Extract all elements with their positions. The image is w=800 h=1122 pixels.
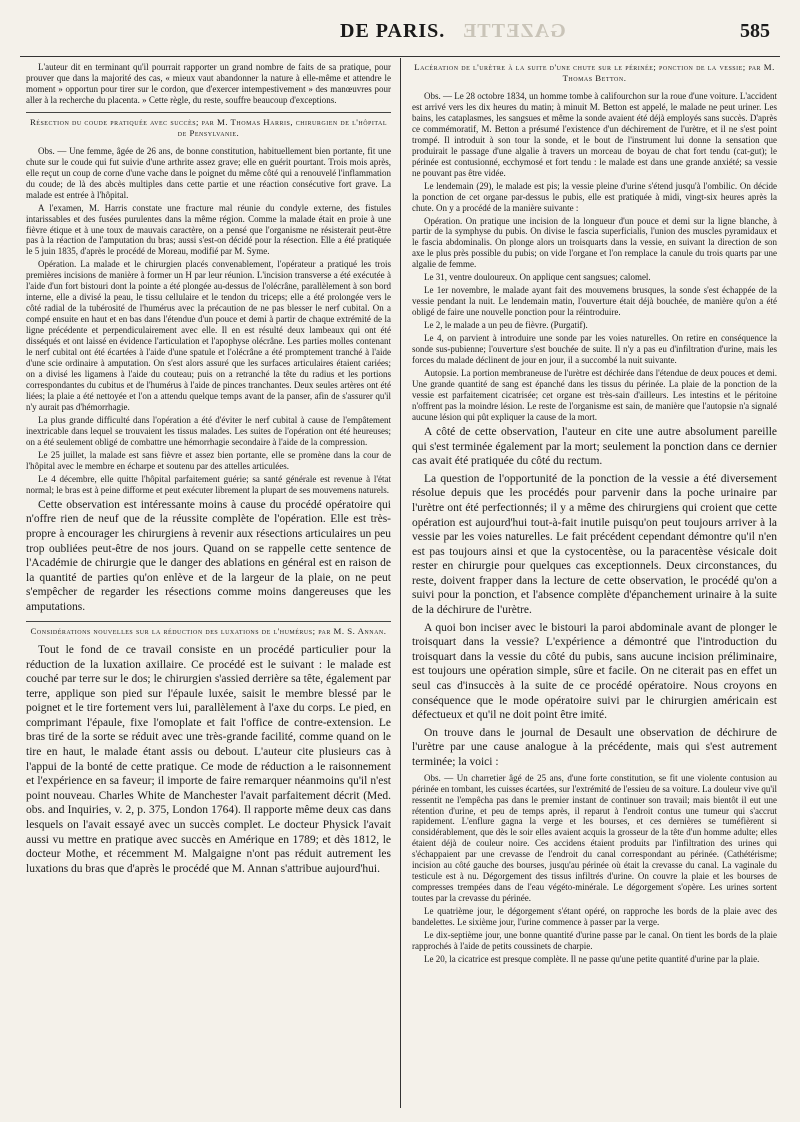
running-head: DE PARIS. — [340, 20, 446, 42]
column-divider — [400, 58, 401, 1108]
exam-paragraph: A l'examen, M. Harris constate une fracture mal réunie du condyle externe, des fistules intarissables et des fusées purulentes dans la même région. Comme la malade était en proie à une fièvre étique et à une toux de mauvais caractère, on a pensé que l'organisme ne résisterait peut-être pas à la réaction de l'amputation du bras; aussi s'est-on décidé pour la résection. Elle a été pratiquée le 5 juin 1835, d'après le procédé de Moreau, modifié par M. Syme. — [26, 202, 391, 257]
day4-paragraph: Le quatrième jour, le dégorgement s'étant opéré, on rapproche les bords de la plaie avec des bandelettes. Le sixième jour, l'urine commence à passer par la verge. — [412, 906, 777, 928]
nov4-paragraph: Le 4, on parvient à introduire une sonde par les voies naturelles. On retire en conséquence la sonde sus-pubienne; l'ouverture s'est bouchée de suite. Il n'y a pas eu d'infiltration d'urine, mais les forces du malade déclinent de jour en jour, il a succombé la nuit suivante. — [412, 333, 777, 366]
right-column — [412, 62, 777, 967]
page-number: 585 — [740, 20, 770, 42]
incise-paragraph: A quoi bon inciser avec le bistouri la paroi abdominale avant de plonger le troisquart dans la vessie? L'expérience a démontré que l'introduction du troisquart dans la vessie du côté du pubis, sans aucune incision préliminaire, est toujours une opération simple, sûre et facile. On ne citerait pas en effet un seul cas d'insuccès à la suite de ce procédé opératoire. Nous croyons en conséquence que le mode opératoire suivi par le chirurgien américain est défectueux et qu'il ne doit point être imité. — [412, 621, 777, 722]
comment-paragraph: A côté de cette observation, l'auteur en cite une autre absolument pareille qui s'est terminée également par la mort; seulement la ponction dans ce dernier cas avait été pratiquée du côté du rectum. — [412, 425, 777, 468]
nov1-paragraph: Le 1er novembre, le malade ayant fait des mouvemens brusques, la sonde s'est échappée de la vessie pendant la nuit. Le lendemain matin, l'ouverture était déjà bouchée, de manière qu'on a été obligé de faire une nouvelle ponction pour la réintroduire. — [412, 285, 777, 318]
observation-paragraph: Obs. — Un charretier âgé de 25 ans, d'une forte constitution, se fit une violente contusion au périnée en tombant, les cuisses écartées, sur l'extrémité de l'essieu de sa voiture. La douleur vive qu'il ressentit ne l'empêcha pas dans le premier instant de continuer son travail; mais bientôt il eut une rétention d'urine, et peu de temps après, il reparut à l'endroit contus une tumeur qui s'accrut rapidement. L'enflure gagna la verge et les bourses, et ces dernières se tuméfièrent si considérablement, que dès le soir elles avaient acquis la grosseur de la tête d'un homme adulte; elles étaient déjà de couleur noire. Ces accidens étaient produits par l'infiltration des urines qui s'échappaient par une crevasse de l'endroit du canal correspondant au périnée. (Cathétérisme; incision au côté gauche des bourses, jusqu'au périnée où était la crevasse du canal. La vaginale du testicule est à nu. Dégorgement des tissus infiltrés d'urine. On couvre la plaie et les bourses de compresses trempées dans de l'eau végéto-minérale. Le dégorgement s'opère. Les urines sortent toutes par la crevasse du périnée. — [412, 772, 777, 904]
section-title-urethra: Lacération de l'urètre à la suite d'une chute sur le périnée; ponction de la vessie; par M. Thomas Betton. — [414, 62, 775, 84]
day17-paragraph: Le dix-septième jour, une bonne quantité d'urine passe par le canal. On tient les bords de la plaie rapprochés à l'aide de petits coussinets de charpie. — [412, 930, 777, 952]
left-column — [26, 62, 391, 879]
section-title-luxation: Considérations nouvelles sur la réduction des luxations de l'humérus; par M. S. Annan. — [26, 621, 391, 637]
annan-paragraph: Tout le fond de ce travail consiste en un procédé particulier pour la réduction de la luxation axillaire. Ce procédé est le suivant : le malade est couché par terre sur le dos; le chirurgien s'assied derrière sa tête, également par terre, applique son pied sur l'épaule luxée, saisit le membre blessé par le poignet et le tire fortement vers lui, parallèlement à l'axe du corps. Le pied, en comprimant l'épaule, fixe l'omoplate et fait l'office de contre-extension. Le bras tiré de la sorte se réduit avec une très-grande facilité, comme quand on le tire en haut, le malade étant assis ou debout. L'auteur cite plusieurs cas à l'appui de la bonté de cette pratique. Ce mode de réduction a le raisonnement et l'expérience en sa faveur; il importe de faire remarquer néanmoins qu'il n'est point nouveau. Charles White de Manchester l'avait parfaitement décrit (Med. obs. and Inquiries, v. 2, p. 375, London 1764). Il rapporte même deux cas dans lesquels on l'avait essayé avec un succès complet. Le docteur Physick l'avait aussi vu mettre en pratique avec succès en Amérique en 1789; et dès 1812, le docteur Mothe, et récemment M. Malgaigne n'ont pas réduit autrement les luxations du bras que d'après le procédé que M. Annan s'attribue aujourd'hui. — [26, 643, 391, 875]
desault-paragraph: On trouve dans le journal de Desault une observation de déchirure de l'urètre par une cause analogue à la précédente, mais qui s'est autrement terminée; la voici : — [412, 726, 777, 768]
header-rule — [20, 56, 780, 57]
question-paragraph: La question de l'opportunité de la ponction de la vessie a été diversement résolue depuis que les procédés pour parvenir dans la poche urinaire par l'urètre ont été perfectionnés; il y a même des chirurgiens qui croient que cette opération est aujourd'hui tout-à-fait inutile puisqu'on peut toujours arriver à la vessie par les voies naturelles. Le fait précédent cependant démontre qu'il n'en est pas toujours ainsi et que la cystocentèse, ou la paracentèse vésicale doit rester en chirurgie pour quelques cas exceptionnels. Deux circonstances, du reste, doivent frapper dans la lecture de cette observation, le procédé qu'on a suivi pour la ponction, et l'absence complète d'épanchement urinaire à la suite de la déchirure de l'urètre. — [412, 472, 777, 617]
day31-paragraph: Le 31, ventre douloureux. On applique cent sangsues; calomel. — [424, 272, 651, 283]
july-paragraph: Le 25 juillet, la malade est sans fièvre et assez bien portante, elle se promène dans la cour de l'hôpital avec le membre en écharpe et soutenu par des attelles articulées. — [26, 449, 391, 471]
intro-paragraph: L'auteur dit en terminant qu'il pourrait rapporter un grand nombre de faits de sa pratique, pour prouver que dans la majorité des cas, « mieux vaut abandonner la nature à elle-même et attendre le moment » opportun pour tirer sur le cordon, que d'exercer intempestivement » des manœuvres pour aller à la recherche du placenta. » Cette règle, du reste, souffre beaucoup d'exceptions. — [26, 62, 391, 105]
operation-paragraph: Opération. On pratique une incision de la longueur d'un pouce et demi sur la ligne blanche, à partir de la symphyse du pubis. On divise le fascia superficialis, l'union des muscles pyramidaux et le fascia abdominalis. On plonge alors un troisquarts dans la vessie, en suivant la direction de son axe le plus près possible du pubis; on vide l'organe et l'on remplace la canule du trois quarts par une algalie de femme. — [412, 215, 777, 270]
page-header — [0, 6, 800, 50]
section-title-elbow-resection: Résection du coude pratiquée avec succès; par M. Thomas Harris, chirurgien de l'hôpital de Pensylvanie. — [26, 112, 391, 140]
december-paragraph: Le 4 décembre, elle quitte l'hôpital parfaitement guérie; sa santé générale est revenue à l'état normal; le bras est à peine difforme et peut exécuter librement la plupart de ses mouvemens naturels. — [26, 473, 391, 495]
operation-paragraph: Opération. La malade et le chirurgien placés convenablement, l'opérateur a pratiqué les trois premières incisions de manière à former un H par leur réunion. L'incision transverse a été exécutée à l'aide d'un fort bistouri dont la pointe a été plongée au-dessus de l'olécrâne, parallèlement à son bord interne, elle a divisé la peau, le tissu cellulaire et le tendon du triceps; elle a été prolongée vers le côté radial de la tubérosité de l'humérus avec la précaution de ne pas blesser le nerf cubital. On a compé ensuite en haut et en bas dans l'étendue d'un pouce et demi à partir de chaque extrémité de la ligne précédente et perpendiculairement avec elle. Il en est résulté deux lambeaux qui ont été disséqués et ont laissé en évidence l'articulation et l'apophyse olécrâne. Les parties molles contenant le nerf cubital ont été écartées à l'aide d'une spatule et l'olécrâne a été promptement tranché à l'aide d'une scie ordinaire à amputation. On s'est alors assuré que les surfaces articulaires étaient cariées; on a divisé les ligamens à l'aide du couteau; puis on a retranché la tête du radius et les portions correspondantes du cubitus et de l'humérus à l'aide de pinces tranchantes. Deux seules artères ont été liées; la plaie a été nettoyée et l'on a attendu quelque temps avant de la panser, afin de s'assurer qu'il n'y aurait pas d'hémorrhagie. — [26, 259, 391, 412]
next-day-paragraph: Le lendemain (29), le malade est pis; la vessie pleine d'urine s'étend jusqu'à l'ombilic. On décide la ponction de cet organe par-dessus le pubis, elle est pratiquée à midi, vingt-six heures après la chute. On y a procédé de la manière suivante : — [412, 180, 777, 213]
autopsy-paragraph: Autopsie. La portion membraneuse de l'urètre est déchirée dans l'étendue de deux pouces et demi. Une grande quantité de sang est épanché dans les tissus du périnée. La plaie de la ponction de la vessie est parfaitement cicatrisée; cet organe est très-sain d'ailleurs. Les intestins et le péritoine n'offrent pas la moindre lésion. Le reste de l'organisme est sain, de manière que l'autopsie n'a signalé aucune lésion qui pût expliquer la cause de la mort. — [412, 368, 777, 422]
nov2-paragraph: Le 2, le malade a un peu de fièvre. (Purgatif). — [424, 320, 588, 331]
comment-paragraph: Cette observation est intéressante moins à cause du procédé opératoire qui n'offre rien de neuf que de la réussite complète de l'opération. Elle est très-propre à encourager les chirurgiens à revenir aux résections articulaires un peu trop oubliées peut-être de nos jours. Quand on se rappelle cette sentence de l'Académie de chirurgie que le danger des ablations en général est en raison de la quantité de parties qu'on enlève et de la largeur de la plaie, on ne peut s'empêcher de regarder les résections comme moins dangereuses que les amputations. — [26, 498, 391, 613]
difficulty-paragraph: La plus grande difficulté dans l'opération a été d'éviter le nerf cubital à cause de l'empâtement inextricable dans lequel se trouvaient les tissus malades. Les suites de l'opération ont été heureuses; on a été seulement obligé de combattre une hémorrhagie secondaire à l'aide de la compression. — [26, 414, 391, 447]
observation-paragraph: Obs. — Une femme, âgée de 26 ans, de bonne constitution, habituellement bien portante, fit une chute sur le coude qui fut suivie d'une arthrite assez grave; elle en guérit pourtant. Trois mois après, elle reçut un coup de corne d'une vache dans le poignet du même côté qui a renouvelé l'inflammation du coude; de là des abcès multiples dans cette partie et une réaction consécutive fort grave. La malade est entrée à l'hôpital. — [26, 145, 391, 200]
bleed-through-text: GAZETTE — [462, 20, 566, 42]
observation-paragraph: Obs. — Le 28 octobre 1834, un homme tombe à califourchon sur la roue d'une voiture. L'accident est arrivé vers les dix heures du matin; à minuit M. Betton est appelé, le malade ne peut uriner. Les bains, les cataplasmes, les sangsues et même la sonde avaient été déjà employés sans succès. D'après ce commémoratif, M. Betton a présumé l'existence d'un déchirement de l'urètre, et il ne s'est point trompé. Il introduit à son tour la sonde, et le bout de l'instrument lui donne la sensation que produirait le passage d'une algalie à travers un morceau de boyau de chat fort tendu (cat-gut); le périnée est contusionné, ecchymosé et fort tendu : le malade est dans une grande anxiété; sa vessie ne pouvant pas être vidée. — [412, 90, 777, 178]
day20-paragraph: Le 20, la cicatrice est presque complète. Il ne passe qu'une petite quantité d'urine par la plaie. — [424, 954, 760, 965]
